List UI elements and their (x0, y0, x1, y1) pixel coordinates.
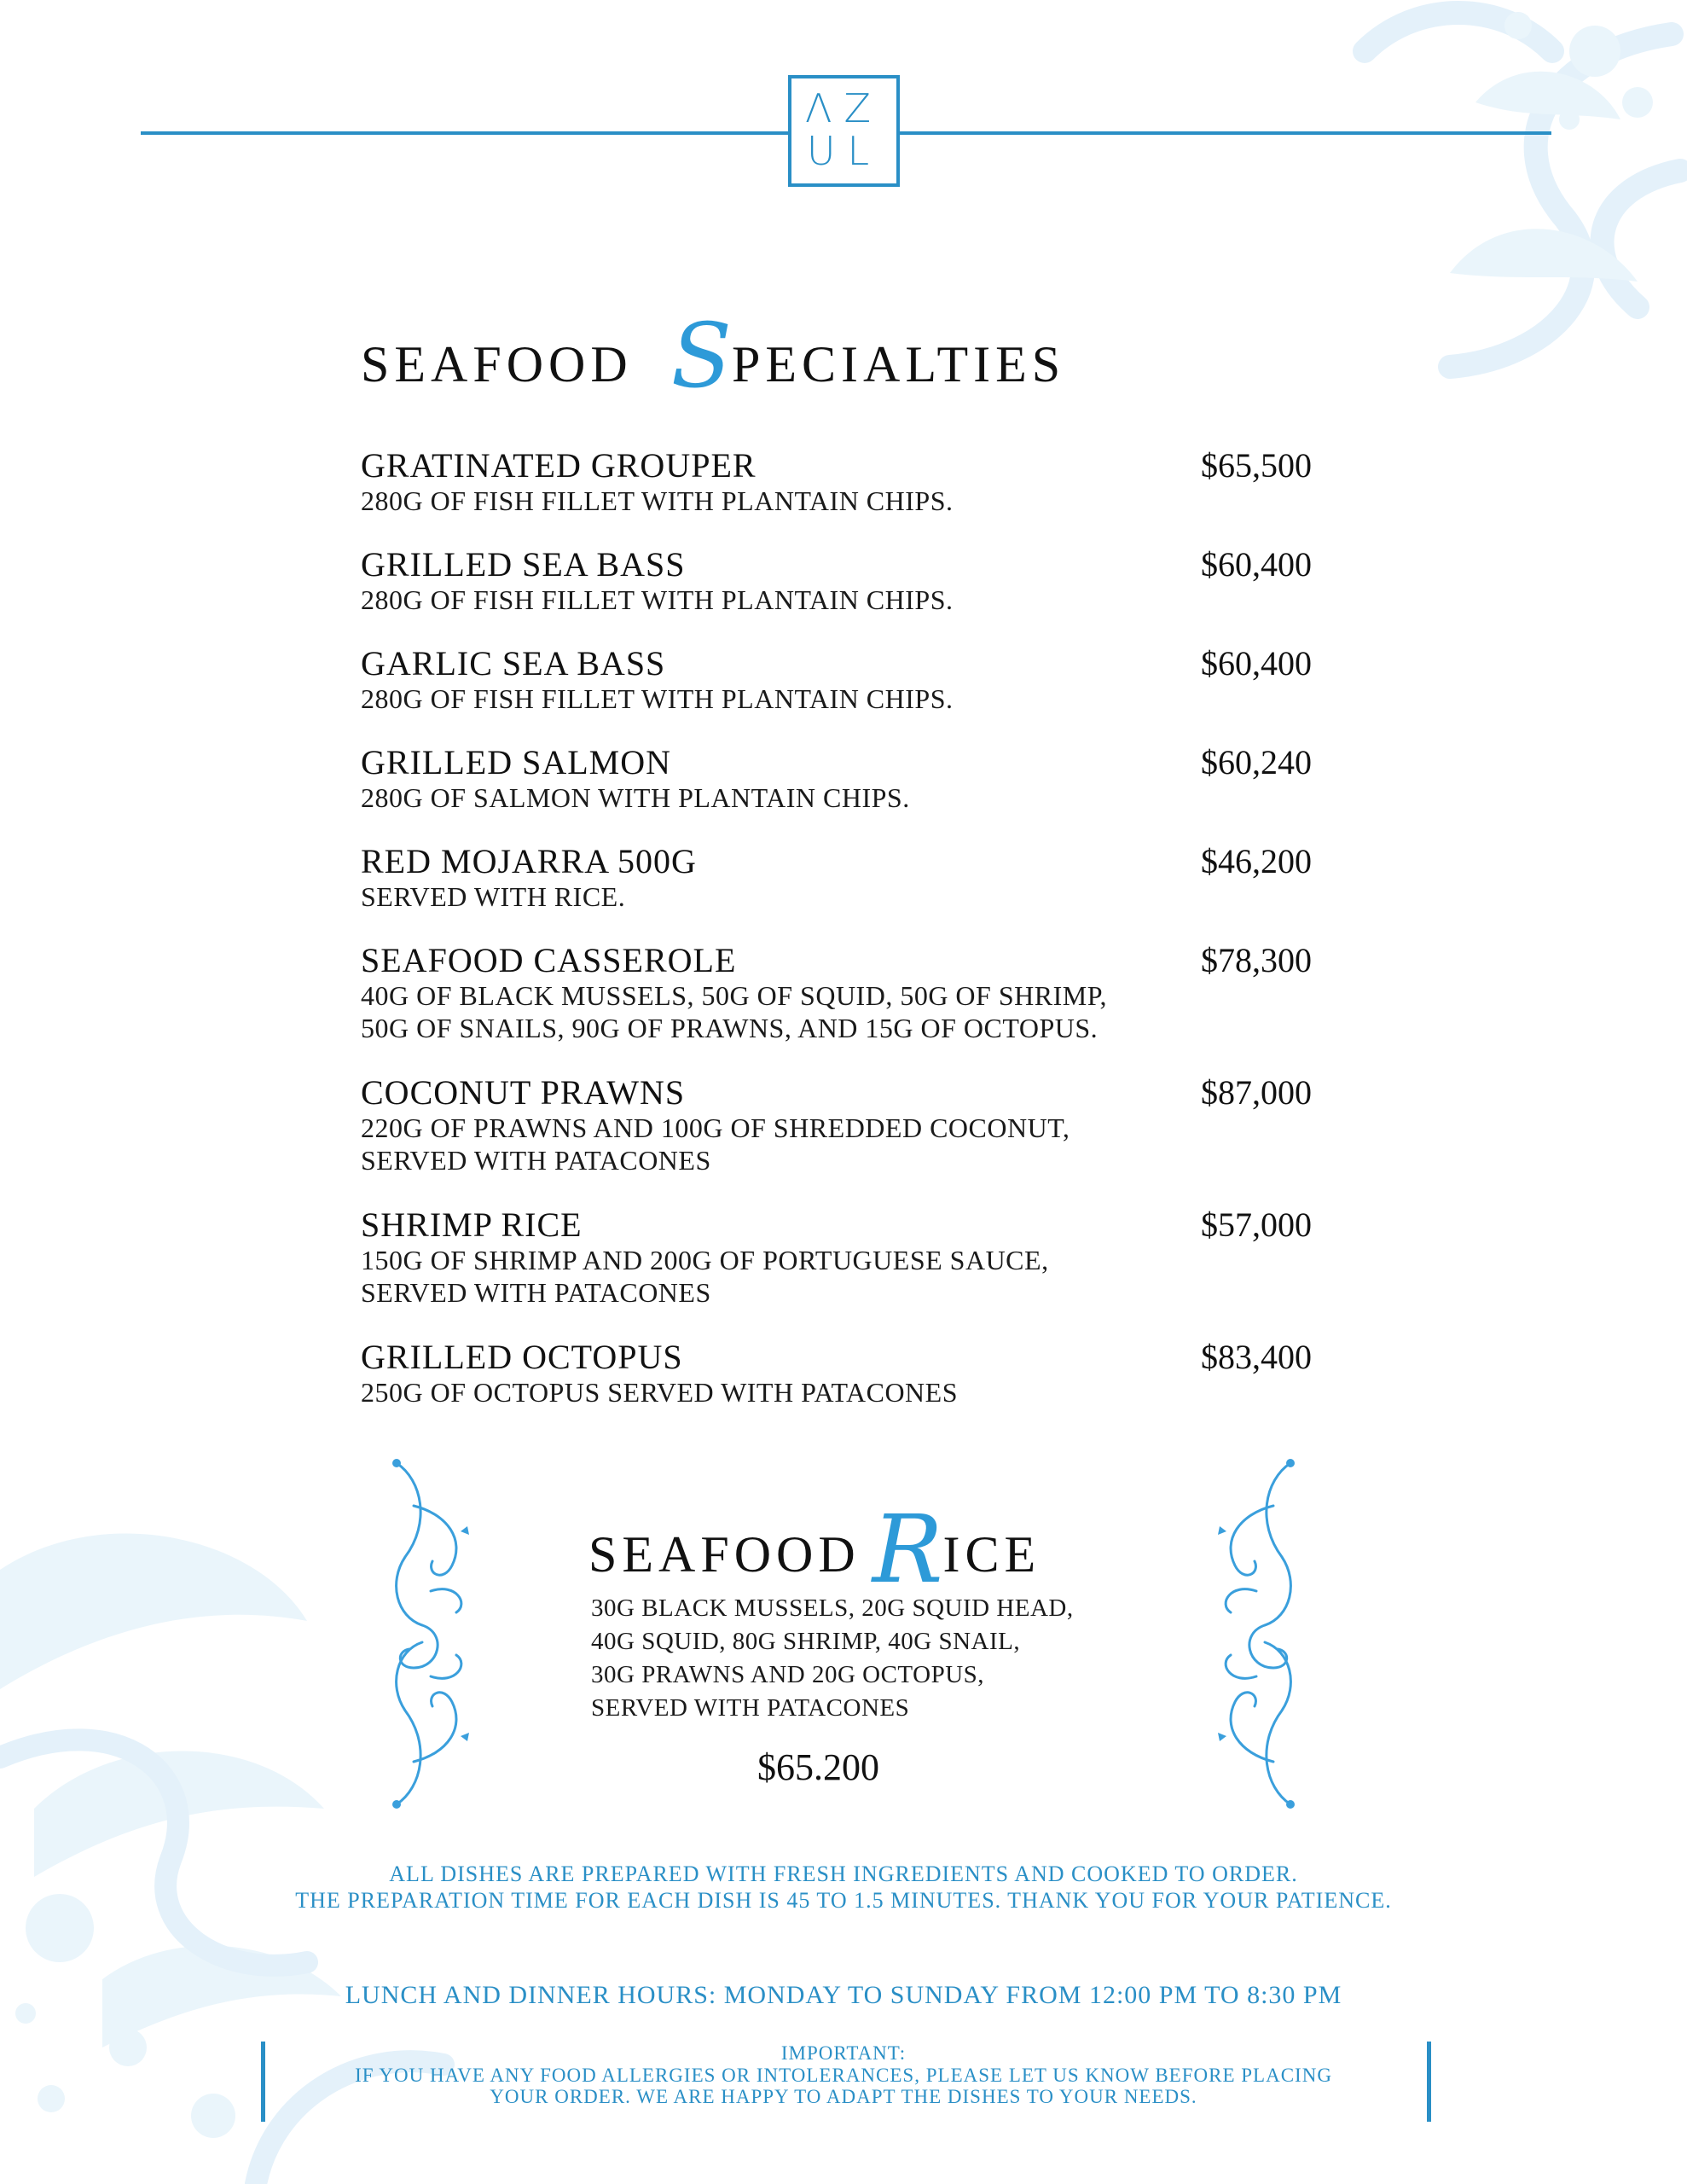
menu-item (361, 1339, 1367, 1438)
item-price: $65,500 (1201, 446, 1312, 485)
item-price: $87,000 (1201, 1073, 1312, 1112)
header-rule-left (141, 131, 789, 135)
menu-item (361, 645, 1367, 744)
azul-logo (788, 75, 900, 187)
note-fresh-ingredients: ALL DISHES ARE PREPARED WITH FRESH INGREDIENTS AND COOKED TO ORDER. (389, 1862, 1298, 1886)
item-description: 220G OF PRAWNS AND 100G OF SHREDDED COCONUT, SERVED WITH PATACONES (361, 1112, 1070, 1176)
title-prefix: SEAFOOD (588, 1526, 861, 1583)
header-rule-right (899, 131, 1551, 135)
item-description: SERVED WITH RICE. (361, 881, 626, 912)
important-line-2: YOUR ORDER. WE ARE HAPPY TO ADAPT THE DISHES TO YOUR NEEDS. (490, 2086, 1197, 2107)
important-label: IMPORTANT: (780, 2042, 907, 2064)
logo-line-top: ΛZ (805, 85, 883, 131)
logo-line-bottom: UL (806, 128, 882, 174)
item-name: SHRIMP RICE (361, 1205, 583, 1244)
item-price: $57,000 (1201, 1205, 1312, 1244)
item-description: 150G OF SHRIMP AND 200G OF PORTUGUESE SAUCE, SERVED WITH PATACONES (361, 1245, 1049, 1308)
background-swirl-top-right (1194, 0, 1687, 444)
menu-item (361, 546, 1367, 645)
item-price: $83,400 (1201, 1338, 1312, 1376)
note-hours: LUNCH AND DINNER HOURS: MONDAY TO SUNDAY FROM 12:00 PM TO 8:30 PM (345, 1981, 1342, 2009)
menu-item (361, 1206, 1367, 1339)
ornament-right (1197, 1455, 1307, 1813)
item-description: 280G OF FISH FILLET WITH PLANTAIN CHIPS. (361, 683, 954, 714)
item-description: 40G OF BLACK MUSSELS, 50G OF SQUID, 50G OF SHRIMP, 50G OF SNAILS, 90G OF PRAWNS, AND 15G OF OCTOPUS. (361, 980, 1107, 1043)
item-name: RED MOJARRA 500G (361, 842, 697, 880)
item-name: GARLIC SEA BASS (361, 644, 666, 682)
item-description: 280G OF FISH FILLET WITH PLANTAIN CHIPS. (361, 485, 954, 516)
seafood-rice-title (588, 1495, 1041, 1604)
title-rest: PECIALTIES (731, 336, 1066, 392)
item-name: GRILLED SEA BASS (361, 545, 686, 584)
menu-item (361, 1074, 1367, 1206)
item-name: GRILLED OCTOPUS (361, 1338, 683, 1376)
title-script-cap: R (872, 1495, 943, 1604)
item-price: $78,300 (1201, 941, 1312, 979)
title-script-cap: S (670, 304, 732, 408)
menu-item (361, 843, 1367, 942)
item-price: $46,200 (1201, 842, 1312, 880)
item-description: 250G OF OCTOPUS SERVED WITH PATACONES (361, 1377, 958, 1408)
important-line-1: IF YOU HAVE ANY FOOD ALLERGIES OR INTOLERANCES, PLEASE LET US KNOW BEFORE PLACING (355, 2065, 1332, 2086)
seafood-specialties-title (361, 304, 1065, 408)
menu-list (361, 447, 1367, 1438)
item-description: 280G OF FISH FILLET WITH PLANTAIN CHIPS. (361, 584, 954, 615)
item-name: GRATINATED GROUPER (361, 446, 757, 485)
item-price: $60,240 (1201, 743, 1312, 781)
item-name: COCONUT PRAWNS (361, 1073, 686, 1112)
title-prefix: SEAFOOD (361, 336, 633, 392)
item-price: $60,400 (1201, 545, 1312, 584)
seafood-rice-description: 30G BLACK MUSSELS, 20G SQUID HEAD, 40G SQUID, 80G SHRIMP, 40G SNAIL, 30G PRAWNS AND 20G OCTOPUS, SERVED WITH PATACONES (591, 1594, 1074, 1722)
item-name: SEAFOOD CASSEROLE (361, 941, 737, 979)
menu-item (361, 744, 1367, 843)
title-rest: ICE (942, 1526, 1041, 1583)
item-price: $60,400 (1201, 644, 1312, 682)
menu-item (361, 942, 1367, 1074)
seafood-rice-price: $65.200 (757, 1746, 879, 1788)
ornament-left (380, 1455, 490, 1813)
menu-item (361, 447, 1367, 546)
note-preparation-time: THE PREPARATION TIME FOR EACH DISH IS 45 TO 1.5 MINUTES. THANK YOU FOR YOUR PATIENCE. (295, 1888, 1392, 1913)
item-description: 280G OF SALMON WITH PLANTAIN CHIPS. (361, 782, 910, 813)
item-name: GRILLED SALMON (361, 743, 671, 781)
